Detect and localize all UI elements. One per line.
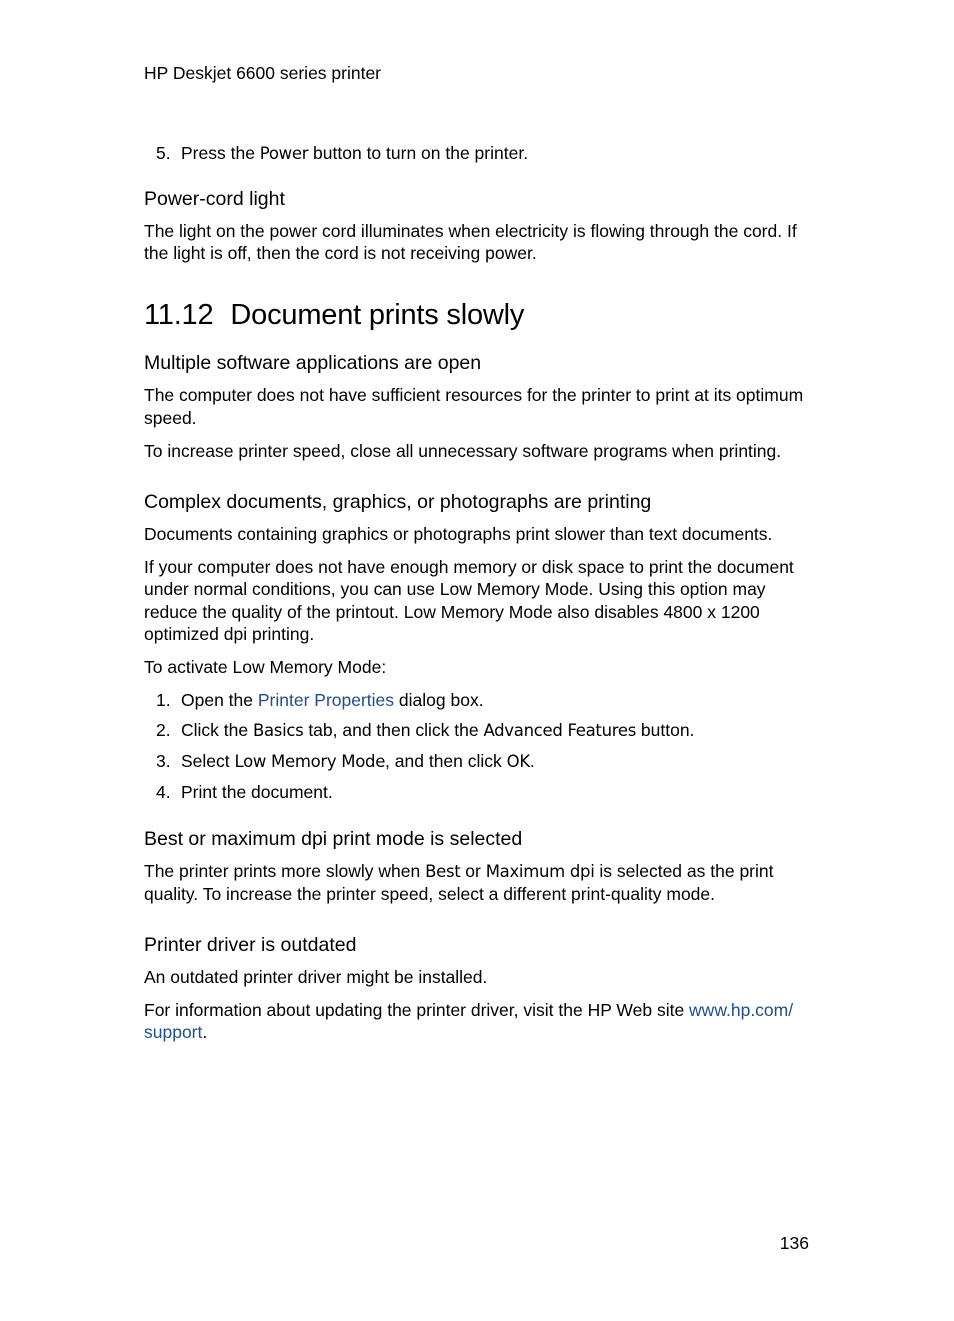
step-number: 4. bbox=[156, 781, 171, 802]
heading-best-dpi: Best or maximum dpi print mode is selected bbox=[144, 827, 523, 850]
list-item: 2. Click the Basics tab, and then click the Advanced Features button. bbox=[156, 720, 695, 741]
ui-label-ok: OK bbox=[506, 751, 530, 771]
section-title-text: Document prints slowly bbox=[230, 299, 525, 332]
page-number: 136 bbox=[779, 1233, 809, 1253]
paragraph: The light on the power cord illuminates when electricity is flowing through the cord. If the light is off, then the cord is not receiving power. bbox=[144, 221, 797, 264]
ui-label-maximum-dpi: Maximum dpi bbox=[485, 861, 595, 881]
paragraph: To activate Low Memory Mode: bbox=[144, 657, 387, 678]
ui-label-low-memory-mode: Low Memory Mode bbox=[234, 751, 386, 771]
paragraph: An outdated printer driver might be installed. bbox=[144, 967, 488, 988]
heading-power-cord-light: Power-cord light bbox=[144, 188, 285, 210]
list-item: 3. Select Low Memory Mode, and then click OK. bbox=[156, 750, 535, 771]
heading-multiple-apps: Multiple software applications are open bbox=[144, 352, 482, 375]
ui-label-advanced-features: Advanced Features bbox=[483, 721, 637, 741]
section-number: 11.12 bbox=[144, 299, 214, 332]
printer-properties-link[interactable]: Printer Properties bbox=[257, 690, 395, 711]
ui-label-best: Best bbox=[425, 861, 461, 881]
heading-complex-docs: Complex documents, graphics, or photographs are printing bbox=[144, 491, 652, 514]
paragraph: The computer does not have sufficient resources for the printer to print at its optimum speed. bbox=[144, 385, 804, 428]
paragraph: Documents containing graphics or photographs print slower than text documents. bbox=[144, 524, 773, 545]
step-list-power bbox=[144, 142, 814, 165]
running-header: HP Deskjet 6600 series printer bbox=[144, 63, 382, 83]
list-item: 5. Press the Power button to turn on the printer. bbox=[156, 143, 529, 163]
step-number: 1. bbox=[156, 690, 171, 711]
paragraph: The printer prints more slowly when Best or Maximum dpi is selected as the print quality. To increase the printer speed, select a different print-quality mode. bbox=[144, 860, 774, 904]
step-number: 3. bbox=[156, 750, 171, 771]
ui-label-power: Power bbox=[259, 144, 309, 163]
paragraph: For information about updating the printer driver, visit the HP Web site www.hp.com/ support. bbox=[144, 1000, 794, 1043]
step-number: 2. bbox=[156, 720, 171, 741]
section-title bbox=[144, 298, 814, 332]
ui-label-basics: Basics bbox=[252, 721, 304, 741]
step-number: 5. bbox=[156, 143, 171, 163]
list-item: 4. Print the document. bbox=[156, 781, 333, 802]
hp-support-link[interactable]: www.hp.com/ support bbox=[144, 1000, 794, 1043]
paragraph: If your computer does not have enough memory or disk space to print the document under normal conditions, you can use Low Memory Mode. Using this option may reduce the quality of the printout. Low Memory Mode also disables 4800 x 1200 optimized dpi printing. bbox=[144, 557, 794, 644]
step-list-low-memory bbox=[144, 689, 814, 802]
paragraph: To increase printer speed, close all unnecessary software programs when printing. bbox=[144, 440, 782, 461]
page-content bbox=[144, 142, 814, 1055]
heading-driver-outdated: Printer driver is outdated bbox=[144, 934, 357, 957]
list-item: 1. Open the Printer Properties dialog box. bbox=[156, 690, 484, 711]
